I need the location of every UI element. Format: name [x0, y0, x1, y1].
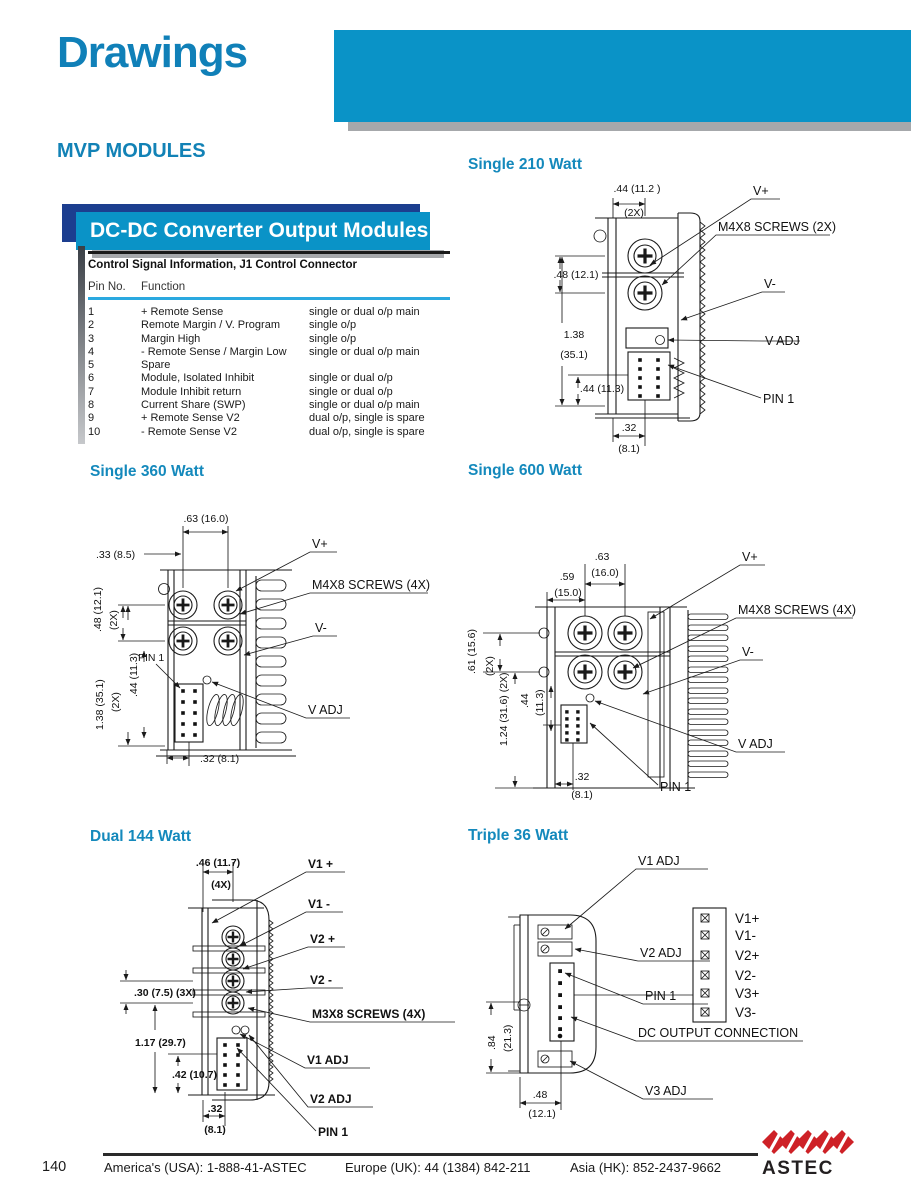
svg-text:.30 (7.5) (3X): .30 (7.5) (3X) [134, 987, 196, 999]
drawing-dual-144 [60, 850, 460, 1150]
svg-text:.48 (12.1): .48 (12.1) [553, 269, 599, 281]
svg-text:.42 (10.7): .42 (10.7) [172, 1069, 217, 1081]
svg-text:V3-: V3- [735, 1005, 757, 1020]
heatsink-serration [269, 920, 273, 1082]
svg-text:(2X): (2X) [110, 692, 122, 712]
table-title: Control Signal Information, J1 Control Connector [88, 259, 357, 271]
module-banner [76, 212, 430, 250]
j1-connector [217, 1038, 247, 1090]
table-col-pin: Pin No. [88, 281, 126, 293]
svg-text:.32 (8.1): .32 (8.1) [200, 753, 240, 765]
footer-rule [103, 1153, 758, 1156]
connector-detail-box [693, 908, 760, 1022]
j1-connector [628, 352, 670, 400]
svg-text:.32: .32 [207, 1103, 223, 1115]
dimensions [92, 513, 239, 766]
svg-text:.46 (11.7): .46 (11.7) [195, 857, 241, 869]
page-title: Drawings [57, 28, 248, 77]
heading-single-210: Single 210 Watt [468, 156, 582, 173]
callouts [212, 857, 455, 1139]
module-outline [156, 570, 296, 756]
svg-text:V3+: V3+ [735, 986, 760, 1001]
table-row: 8 Current Share (SWP) single or dual o/p main [88, 399, 420, 412]
contact-uk: Europe (UK): 44 (1384) 842-211 [345, 1160, 531, 1175]
table-col-function: Function [141, 281, 186, 293]
svg-text:.59: .59 [559, 571, 575, 583]
table-top-rule [88, 251, 450, 254]
svg-text:V2 -: V2 - [310, 973, 333, 987]
svg-text:V2 ADJ: V2 ADJ [640, 946, 682, 960]
svg-text:V+: V+ [753, 184, 769, 198]
svg-text:(2X): (2X) [484, 656, 496, 676]
svg-text:V1 +: V1 + [308, 857, 334, 871]
svg-text:(15.0): (15.0) [554, 587, 582, 599]
svg-text:V2 ADJ: V2 ADJ [310, 1092, 352, 1106]
svg-text:.32: .32 [574, 771, 590, 783]
svg-text:.33 (8.5): .33 (8.5) [96, 549, 136, 561]
svg-text:V1 ADJ: V1 ADJ [307, 1053, 349, 1067]
heading-triple-36: Triple 36 Watt [468, 827, 569, 844]
table-left-accent-bar [78, 246, 85, 444]
v2-adj-pot [241, 1026, 249, 1034]
table-row: 3 Margin High single o/p [88, 332, 357, 345]
svg-text:1.24 (31.6) (2X): 1.24 (31.6) (2X) [498, 672, 510, 746]
svg-text:PIN 1: PIN 1 [645, 989, 677, 1003]
v-adj-pot [586, 694, 594, 702]
header-color-bar-shadow [348, 122, 911, 131]
svg-text:.48: .48 [532, 1089, 548, 1101]
table-row: 5 Spare [88, 359, 171, 372]
svg-text:PIN 1: PIN 1 [318, 1125, 349, 1139]
svg-text:.44 (11.2 ): .44 (11.2 ) [613, 183, 661, 195]
svg-text:(21.3): (21.3) [502, 1024, 514, 1052]
svg-text:V1-: V1- [735, 928, 757, 943]
svg-text:.44 (11.3): .44 (11.3) [128, 652, 140, 697]
svg-text:(2X): (2X) [108, 610, 120, 630]
svg-text:.44: .44 [519, 693, 531, 708]
module-outline [533, 607, 728, 788]
svg-text:V ADJ: V ADJ [308, 703, 343, 717]
table-row: 10 - Remote Sense V2 dual o/p, single is spare [88, 425, 425, 438]
contact-hk: Asia (HK): 852-2437-9662 [570, 1160, 722, 1175]
table-header-rule [88, 297, 450, 300]
v-adj-pot [656, 336, 665, 345]
screw-icon [222, 926, 244, 1014]
svg-text:1.17 (29.7): 1.17 (29.7) [135, 1037, 186, 1049]
module-banner-label: DC-DC Converter Output Modules [90, 219, 429, 242]
svg-text:(4X): (4X) [211, 879, 231, 891]
svg-text:1.38: 1.38 [563, 329, 585, 341]
svg-text:V2-: V2- [735, 968, 757, 983]
contact-usa: America's (USA): 1-888-41-ASTEC [104, 1160, 307, 1175]
page-number: 140 [42, 1159, 67, 1175]
svg-text:(8.1): (8.1) [571, 789, 593, 801]
svg-text:(8.1): (8.1) [618, 443, 640, 455]
svg-text:M4X8 SCREWS (4X): M4X8 SCREWS (4X) [738, 603, 857, 617]
svg-text:M4X8 SCREWS (2X): M4X8 SCREWS (2X) [718, 220, 837, 234]
astec-logo-text: ASTEC [762, 1158, 834, 1179]
svg-text:DC OUTPUT CONNECTION: DC OUTPUT CONNECTION [638, 1026, 799, 1040]
svg-text:(16.0): (16.0) [591, 567, 619, 579]
table-row: 1 + Remote Sense single or dual o/p main [88, 306, 420, 318]
svg-text:V+: V+ [312, 537, 328, 551]
heatsink-fins [700, 222, 705, 414]
svg-text:PIN 1: PIN 1 [763, 392, 795, 406]
svg-text:(35.1): (35.1) [560, 349, 588, 361]
svg-text:(2X): (2X) [624, 207, 644, 219]
svg-text:(12.1): (12.1) [528, 1108, 556, 1120]
svg-text:PIN 1: PIN 1 [660, 780, 692, 794]
svg-text:1.38 (35.1): 1.38 (35.1) [94, 679, 106, 730]
dimensions [120, 857, 240, 1136]
table-row: 6 Module, Isolated Inhibit single or dual o/p [88, 372, 393, 385]
svg-text:V ADJ: V ADJ [765, 334, 800, 348]
screw-icon [169, 591, 242, 655]
svg-text:V ADJ: V ADJ [738, 737, 773, 751]
v1-adj-pot [232, 1026, 240, 1034]
svg-text:V2 +: V2 + [310, 932, 336, 946]
svg-text:V-: V- [742, 645, 754, 659]
j1-connector [175, 684, 203, 742]
drawing-single-210 [500, 168, 890, 468]
astec-logo-icon [760, 1128, 865, 1160]
drawing-single-360 [60, 492, 460, 804]
pin-table [88, 306, 454, 439]
table-row: 4 - Remote Sense / Margin Low single or dual o/p main [88, 345, 420, 358]
svg-text:V-: V- [315, 621, 327, 635]
heading-single-360: Single 360 Watt [90, 463, 204, 480]
screw-icon [628, 239, 662, 310]
svg-text:V3 ADJ: V3 ADJ [645, 1084, 687, 1098]
j1-connector [561, 705, 587, 743]
callouts [212, 537, 430, 718]
table-row: 2 Remote Margin / V. Program single o/p [88, 319, 357, 332]
v3-adj-pot [538, 1051, 572, 1067]
heading-single-600: Single 600 Watt [468, 462, 582, 479]
drawing-triple-36 [458, 845, 911, 1145]
callouts [565, 854, 803, 1099]
svg-text:.84: .84 [486, 1035, 498, 1050]
svg-text:.61 (15.6): .61 (15.6) [466, 629, 478, 674]
heading-dual-144: Dual 144 Watt [90, 828, 192, 845]
drawing-single-600 [455, 488, 911, 816]
table-row: 9 + Remote Sense V2 dual o/p, single is spare [88, 412, 425, 425]
svg-text:M4X8 SCREWS (4X): M4X8 SCREWS (4X) [312, 578, 431, 592]
svg-text:V1 ADJ: V1 ADJ [638, 854, 680, 868]
svg-text:.63 (16.0): .63 (16.0) [183, 513, 229, 525]
svg-text:V+: V+ [742, 550, 758, 564]
svg-text:M3X8 SCREWS (4X): M3X8 SCREWS (4X) [312, 1007, 426, 1021]
svg-text:.48 (12.1): .48 (12.1) [92, 587, 104, 632]
svg-text:V1 -: V1 - [308, 897, 331, 911]
header-color-bar [334, 30, 911, 122]
svg-text:PIN 1: PIN 1 [138, 652, 165, 664]
svg-text:.63: .63 [594, 551, 610, 563]
v-adj-pot [203, 676, 211, 684]
svg-text:V1+: V1+ [735, 911, 760, 926]
table-row: 7 Module Inhibit return single or dual o/p [88, 385, 393, 398]
svg-text:(11.3): (11.3) [534, 689, 546, 716]
svg-text:.44 (11.3): .44 (11.3) [579, 383, 625, 395]
v2-adj-pot [538, 942, 572, 956]
section-heading: MVP MODULES [57, 140, 206, 162]
svg-text:V2+: V2+ [735, 948, 760, 963]
svg-text:(8.1): (8.1) [204, 1124, 226, 1136]
svg-text:V-: V- [764, 277, 776, 291]
svg-text:.32: .32 [621, 422, 637, 434]
